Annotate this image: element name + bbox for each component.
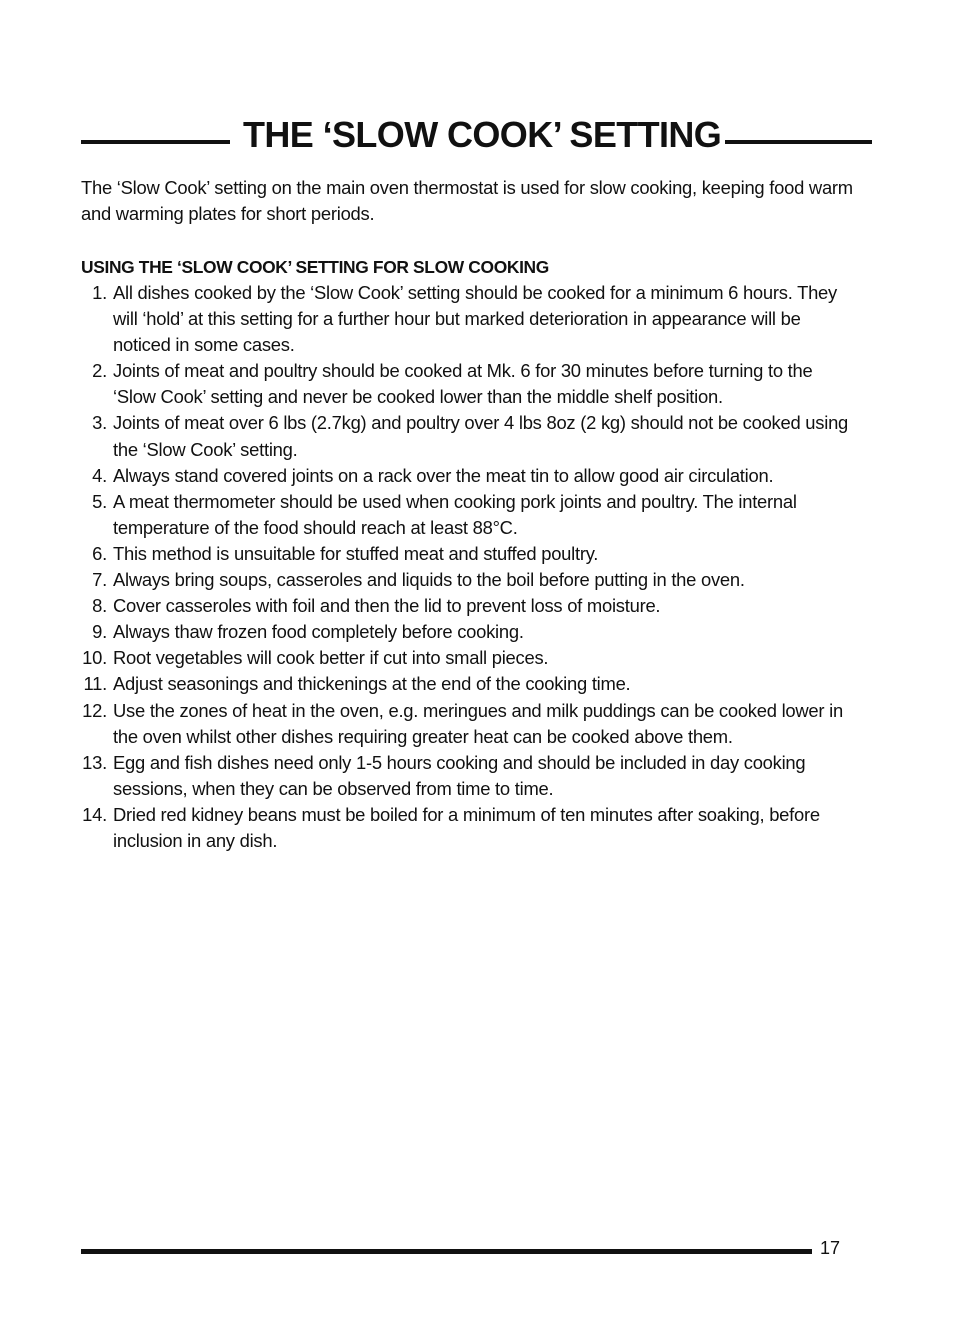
list-item [81,541,871,567]
step-number: 3. [92,412,107,434]
step-number: 10. [82,647,107,669]
step-text: A meat thermometer should be used when cooking pork joints and poultry. The internal temperature of the food should reach at least 88°C. [113,490,797,538]
step-text: Always thaw frozen food completely before cooking. [113,621,524,643]
step-text: Egg and fish dishes need only 1-5 hours cooking and should be included in day cooking sessions, when they can be observed from time to time. [113,751,806,799]
step-number: 13. [82,751,107,773]
list-item [81,802,871,854]
step-text: Cover casseroles with foil and then the lid to prevent loss of moisture. [113,595,661,617]
step-text: Root vegetables will cook better if cut into small pieces. [113,647,549,669]
step-number: 4. [92,464,107,486]
step-number: 12. [82,699,107,721]
list-item [81,280,871,358]
step-number: 11. [83,673,107,695]
step-number: 2. [92,360,107,382]
step-text: Joints of meat over 6 lbs (2.7kg) and poultry over 4 lbs 8oz (2 kg) should not be cooked using the ‘Slow Cook’ setting. [113,412,849,460]
steps-list [81,280,871,854]
step-text: Always stand covered joints on a rack over the meat tin to allow good air circulation. [113,464,774,486]
step-text: All dishes cooked by the ‘Slow Cook’ setting should be cooked for a minimum 6 hours. They will ‘hold’ at this setting for a further hour but marked deterioration in appearance will be noticed in some cases. [113,282,837,356]
step-text: Use the zones of heat in the oven, e.g. meringues and milk puddings can be cooked lower in the oven whilst other dishes requiring greater heat can be cooked above them. [113,699,843,747]
intro-paragraph: The ‘Slow Cook’ setting on the main oven thermostat is used for slow cooking, keeping food warm and warming plates for short periods. [81,177,853,224]
step-text: This method is unsuitable for stuffed meat and stuffed poultry. [113,542,599,564]
list-item [81,593,871,619]
step-number: 8. [92,595,107,617]
page-title: THE ‘SLOW COOK’ SETTING [243,114,722,155]
list-item [81,358,871,410]
list-item [81,750,871,802]
step-number: 9. [92,621,107,643]
footer-rule [81,1249,812,1254]
page-number: 17 [820,1238,841,1258]
list-item [81,489,871,541]
list-item [81,698,871,750]
list-item [81,410,871,462]
step-text: Adjust seasonings and thickenings at the end of the cooking time. [113,673,631,695]
title-rule-left [81,140,230,144]
section-heading: USING THE ‘SLOW COOK’ SETTING FOR SLOW COOKING [81,257,549,277]
title-rule-right [725,140,872,144]
step-number: 7. [92,569,107,591]
list-item [81,567,871,593]
step-text: Joints of meat and poultry should be cooked at Mk. 6 for 30 minutes before turning to the ‘Slow Cook’ setting and never be cooked lower than the middle shelf position. [113,360,813,408]
step-number: 14. [82,803,107,825]
step-number: 1. [92,282,107,303]
list-item [81,619,871,645]
list-item [81,671,871,697]
list-item [81,463,871,489]
title-row [81,112,872,158]
list-item [81,645,871,671]
step-text: Dried red kidney beans must be boiled for a minimum of ten minutes after soaking, before inclusion in any dish. [113,803,820,851]
step-number: 6. [92,542,107,564]
step-number: 5. [92,490,107,512]
step-text: Always bring soups, casseroles and liquids to the boil before putting in the oven. [113,569,745,591]
